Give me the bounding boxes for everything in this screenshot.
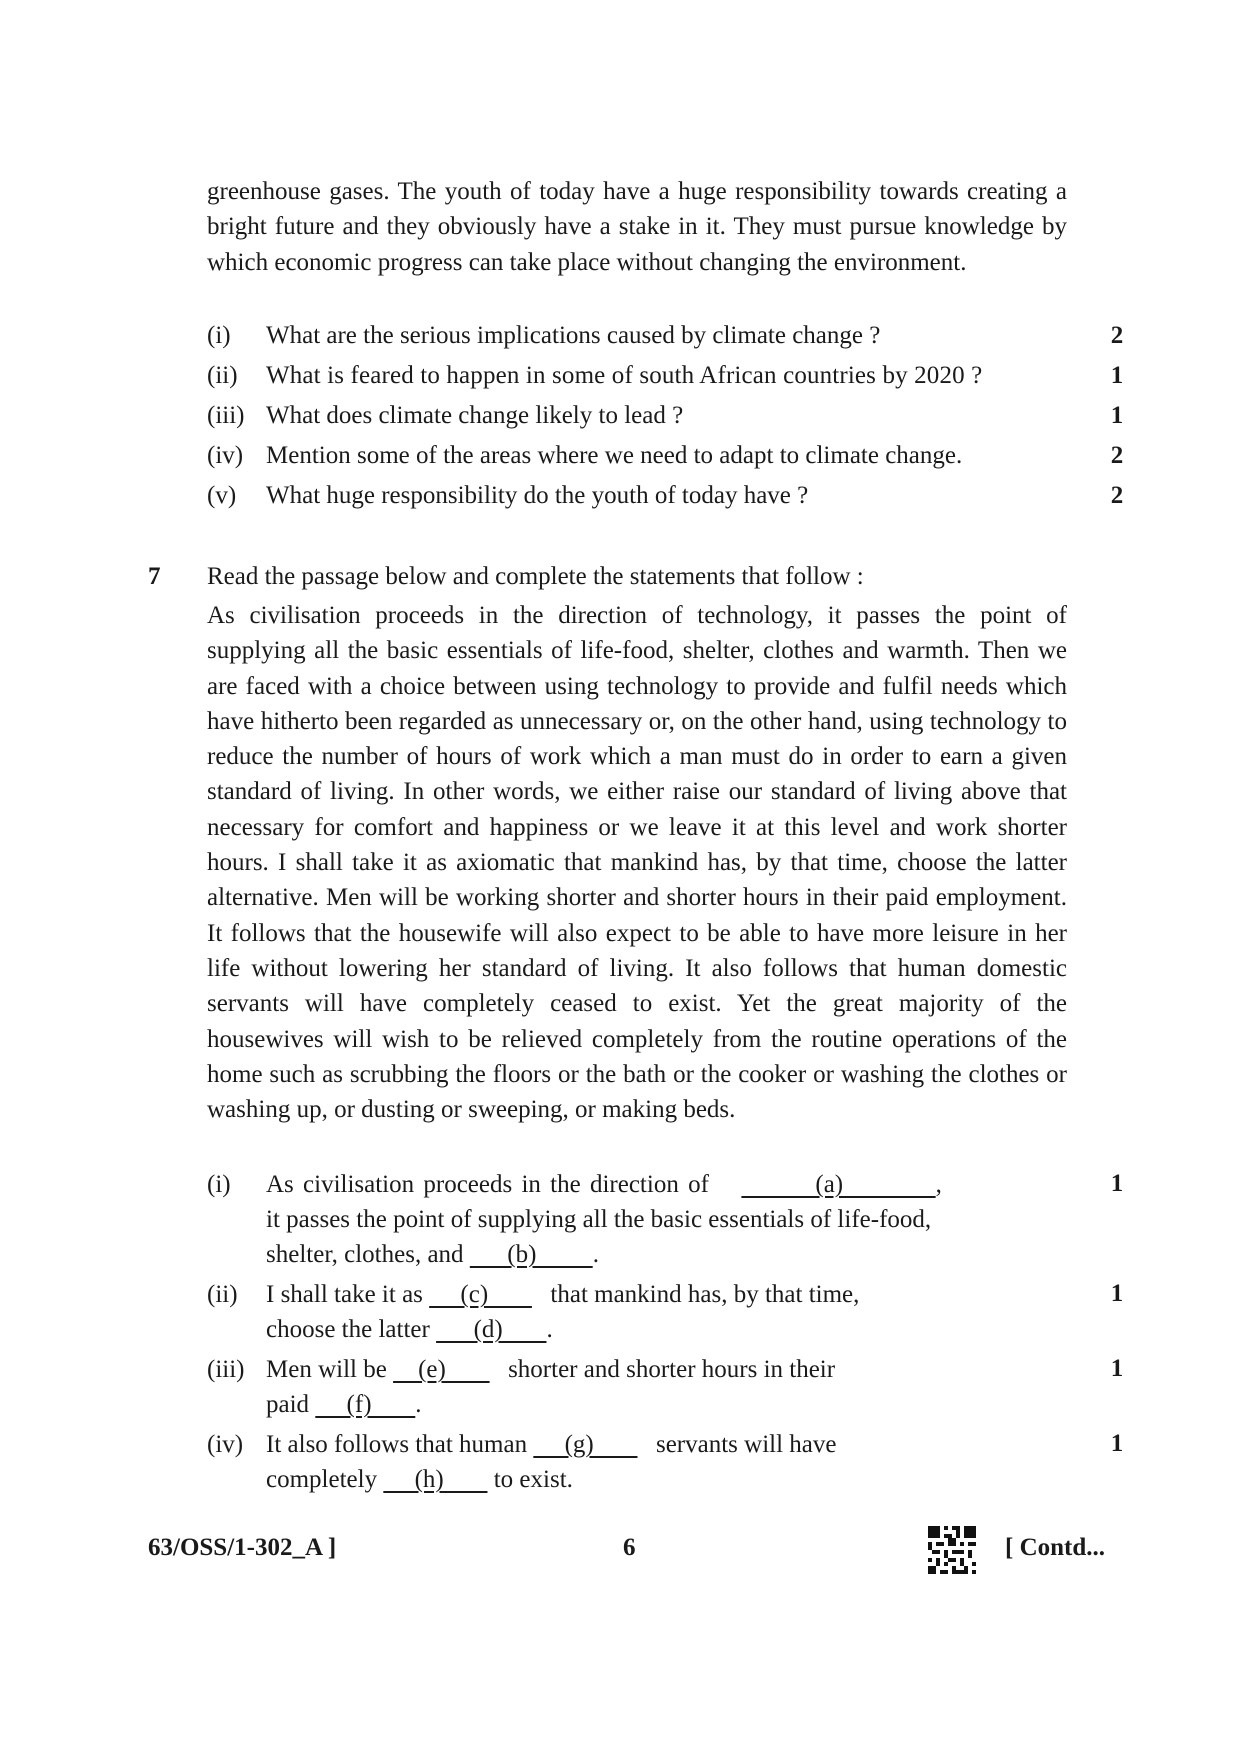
question-number: (ii) <box>207 362 238 389</box>
statement-number: (ii) <box>207 1281 238 1308</box>
statement-text: completely <box>266 1466 378 1493</box>
question-text: What are the serious implications caused by climate change ? <box>266 322 881 349</box>
question-text: What is feared to happen in some of south African countries by 2020 ? <box>266 362 983 389</box>
statement-punct: . <box>415 1391 422 1418</box>
statement-number: (iv) <box>207 1431 244 1458</box>
question-number: (i) <box>207 322 231 349</box>
question-text: What does climate change likely to lead ? <box>266 402 684 429</box>
statement-text: it passes the point of supplying all the basic essentials of life-food, <box>266 1206 932 1233</box>
question-7-passage: As civilisation proceeds in the direction of technology, it passes the point of supplying all the basic essentials of life-food, shelter, clothes and warmth. Then we are faced with a choice between using technology to provide and fulfil needs which have hitherto been regarded as unnecessary or, on the other hand, using technology to reduce the number of hours of work which a man must do in order to earn a given standard of living. In other words, we either raise our standard of living above that necessary for comfort and happiness or we leave it at this level and work shorter hours. I shall take it as axiomatic that mankind has, by that time, choose the latter alternative. Men will be working shorter and shorter hours in their paid employment. It follows that the housewife will also expect to be able to have more leisure in her life without lowering her standard of living. It also follows that human domestic servants will have completely ceased to exist. Yet the great majority of the housewives will wish to be relieved completely from the routine operations of the home such as scrubbing the floors or the bath or the cooker or washing the clothes or washing up, or dusting or sweeping, or making beds. <box>207 602 1067 1124</box>
page-number: 6 <box>623 1534 636 1561</box>
blank-f: (f) <box>315 1391 416 1418</box>
question-number: (iii) <box>207 402 245 429</box>
question-6-iii <box>207 398 1117 434</box>
statement-marks: 1 <box>1110 1430 1124 1457</box>
statement-marks: 1 <box>1110 1280 1124 1307</box>
blank-c: (c) <box>429 1281 532 1308</box>
statement-punct: . <box>592 1241 599 1268</box>
statement-punct: , <box>935 1171 942 1198</box>
statement-text: servants will have <box>655 1431 837 1458</box>
statement-text: that mankind has, by that time, <box>550 1281 860 1308</box>
question-6-v <box>207 478 1117 514</box>
blank-e: (e) <box>393 1356 490 1383</box>
question-number: (v) <box>207 482 237 509</box>
passage-continuation: greenhouse gases. The youth of today have a huge responsibility towards creating a bright future and they obviously have a stake in it. They must pursue knowledge by which economic progress can take place without changing the environment. <box>207 178 1067 276</box>
question-marks: 2 <box>1110 322 1124 349</box>
blank-g: (g) <box>533 1431 638 1458</box>
statement-marks: 1 <box>1110 1170 1124 1197</box>
blank-h: (h) <box>383 1466 488 1493</box>
question-7-number: 7 <box>148 563 161 590</box>
statement-marks: 1 <box>1110 1355 1124 1382</box>
qr-code-icon <box>928 1526 976 1574</box>
continued-label: [ Contd... <box>1005 1534 1106 1561</box>
statement-text: paid <box>266 1391 310 1418</box>
blank-b: (b) <box>469 1241 593 1268</box>
question-marks: 1 <box>1110 362 1124 389</box>
paper-code: 63/OSS/1-302_A ] <box>148 1534 337 1561</box>
statement-text: shelter, clothes, and <box>266 1241 464 1268</box>
question-text: Mention some of the areas where we need to adapt to climate change. <box>266 442 963 469</box>
question-6-ii <box>207 358 1117 394</box>
question-6-i <box>207 318 1117 354</box>
statement-number: (iii) <box>207 1356 245 1383</box>
statement-text: choose the latter <box>266 1316 430 1343</box>
question-7-instruction: Read the passage below and complete the statements that follow : <box>207 563 864 590</box>
blank-d: (d) <box>436 1316 547 1343</box>
statement-text: shorter and shorter hours in their <box>508 1356 836 1383</box>
question-marks: 1 <box>1110 402 1124 429</box>
question-number: (iv) <box>207 442 244 469</box>
blank-a: (a) <box>741 1171 936 1198</box>
statement-text: It also follows that human <box>266 1431 528 1458</box>
question-text: What huge responsibility do the youth of today have ? <box>266 482 809 509</box>
statement-text: Men will be <box>266 1356 387 1383</box>
question-marks: 2 <box>1110 482 1124 509</box>
question-marks: 2 <box>1110 442 1124 469</box>
statement-punct: . <box>546 1316 553 1343</box>
statement-text: I shall take it as <box>266 1281 423 1308</box>
statement-number: (i) <box>207 1171 231 1198</box>
question-6-iv <box>207 438 1117 474</box>
statement-text: As civilisation proceeds in the direction of <box>266 1171 709 1198</box>
statement-text: to exist. <box>493 1466 573 1493</box>
